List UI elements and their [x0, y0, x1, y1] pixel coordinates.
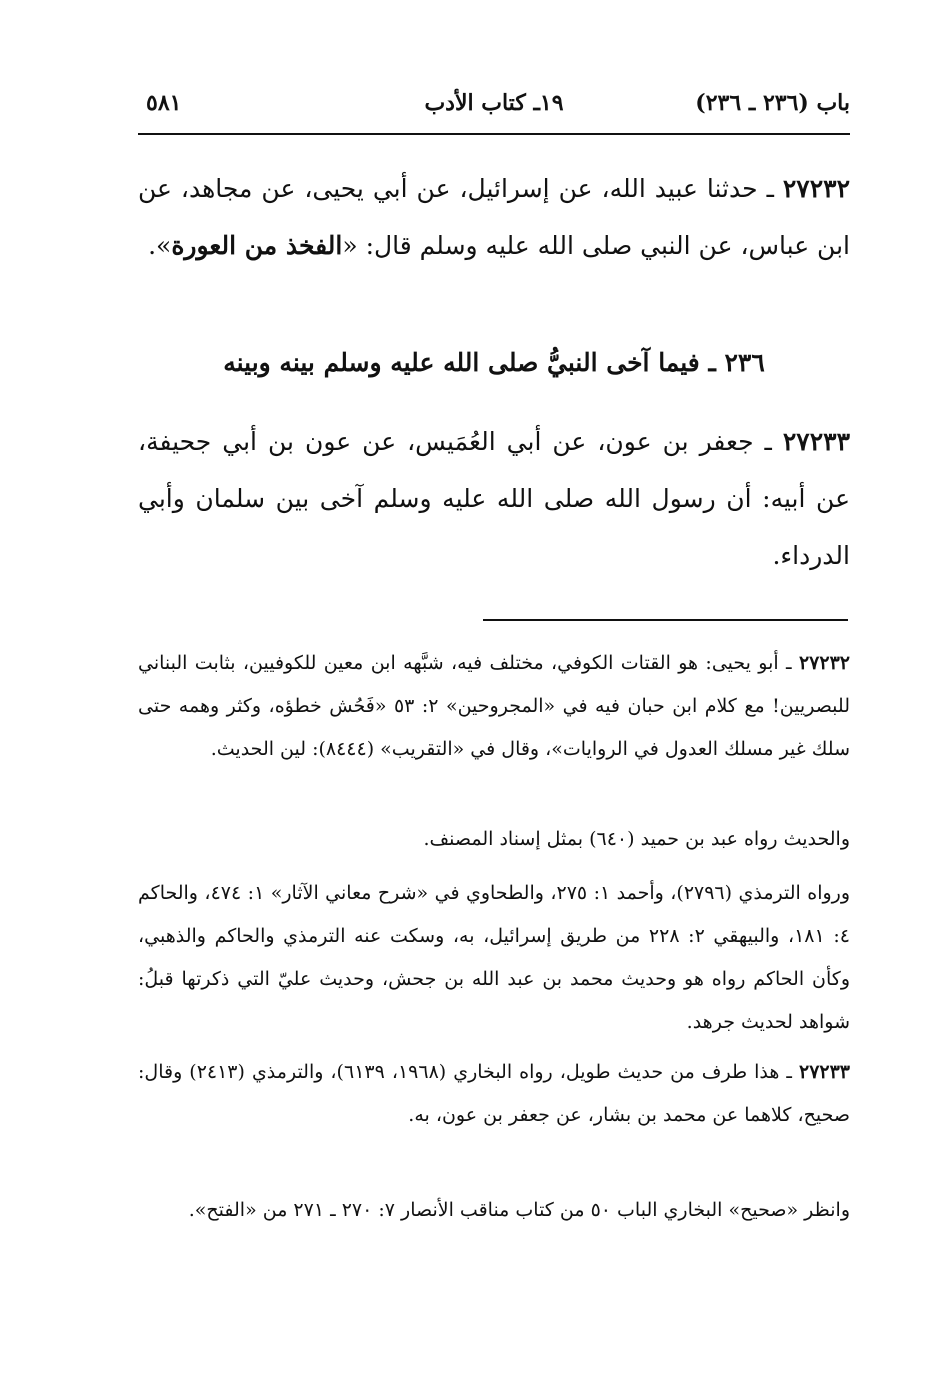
- footnote-27233: [138, 1051, 850, 1137]
- hadith-dash: ـ: [757, 174, 783, 203]
- page-number: ٥٨١: [146, 90, 182, 116]
- footnote-27232: [138, 642, 850, 771]
- footnote-divider: [483, 619, 848, 621]
- hadith-dash: ـ: [753, 427, 783, 456]
- hadith-text: جعفر بن عون، عن أبي العُمَيس، عن عون بن أبي جحيفة، عن أبيه: أن رسول الله صلى الله عليه وسلم آخى بين سلمان وأبي الدرداء.: [138, 427, 850, 570]
- footnote-number: ٢٧٢٣٢: [798, 652, 850, 674]
- header-divider: [138, 133, 850, 135]
- footnote-abd-bin-humaid: والحديث رواه عبد بن حميد (٦٤٠) بمثل إسناد المصنف.: [423, 828, 850, 850]
- hadith-text: حدثنا عبيد الله، عن إسرائيل، عن أبي يحيى، عن مجاهد، عن ابن عباس، عن النبي صلى الله عليه وسلم قال: «: [138, 174, 850, 260]
- footnote-number: ٢٧٢٣٣: [798, 1061, 851, 1083]
- hadith-27232: [138, 160, 850, 274]
- hadith-number: ٢٧٢٣٣: [782, 427, 851, 456]
- hadith-closing: ».: [148, 231, 172, 260]
- footnote-see-also: وانظر «صحيح» البخاري الباب ٥٠ من كتاب مناقب الأنصار ٧: ٢٧٠ ـ ٢٧١ من «الفتح».: [188, 1199, 850, 1221]
- footnote-text: ـ أبو يحيى: هو القتات الكوفي، مختلف فيه، شبَّهه ابن معين للكوفيين، بثابت البناني للبصريين! مع كلام ابن حبان فيه في «المجروحين» ٢: ٥٣ «فَحُش خطؤه، وكثر وهمه حتى سلك غير مسلك العدول في الروايات»، وقال في «التقريب» (٨٤٤٤): لين الحديث.: [138, 652, 850, 760]
- chapter-heading: ٢٣٦ ـ فيما آخى النبيُّ صلى الله عليه وسلم بينه وبينه: [223, 348, 765, 377]
- hadith-number: ٢٧٢٣٢: [782, 174, 851, 203]
- chapter-range: باب (٢٣٦ ـ ٢٣٦): [695, 90, 850, 116]
- book-title: ١٩ـ كتاب الأدب: [424, 90, 564, 116]
- footnote-other-narrations: ورواه الترمذي (٢٧٩٦)، وأحمد ١: ٢٧٥، والطحاوي في «شرح معاني الآثار» ١: ٤٧٤، والحاكم ٤: ١٨١، والبيهقي ٢: ٢٢٨ من طريق إسرائيل، به، وسكت عنه الترمذي والحاكم والذهبي، وكأن الحاكم رواه هو وحديث محمد بن عبد الله بن جحش، وحديث عليّ التي ذكرتها قبلُ: شواهد لحديث جرهد.: [138, 882, 851, 1033]
- footnote-text: ـ هذا طرف من حديث طويل، رواه البخاري (١٩٦٨، ٦١٣٩)، والترمذي (٢٤١٣) وقال: صحيح، كلاهما عن محمد بن بشار، عن جعفر بن عون، به.: [138, 1061, 850, 1126]
- hadith-27233: [138, 413, 850, 584]
- running-header: [138, 86, 850, 128]
- hadith-quote: الفخذ من العورة: [171, 231, 343, 260]
